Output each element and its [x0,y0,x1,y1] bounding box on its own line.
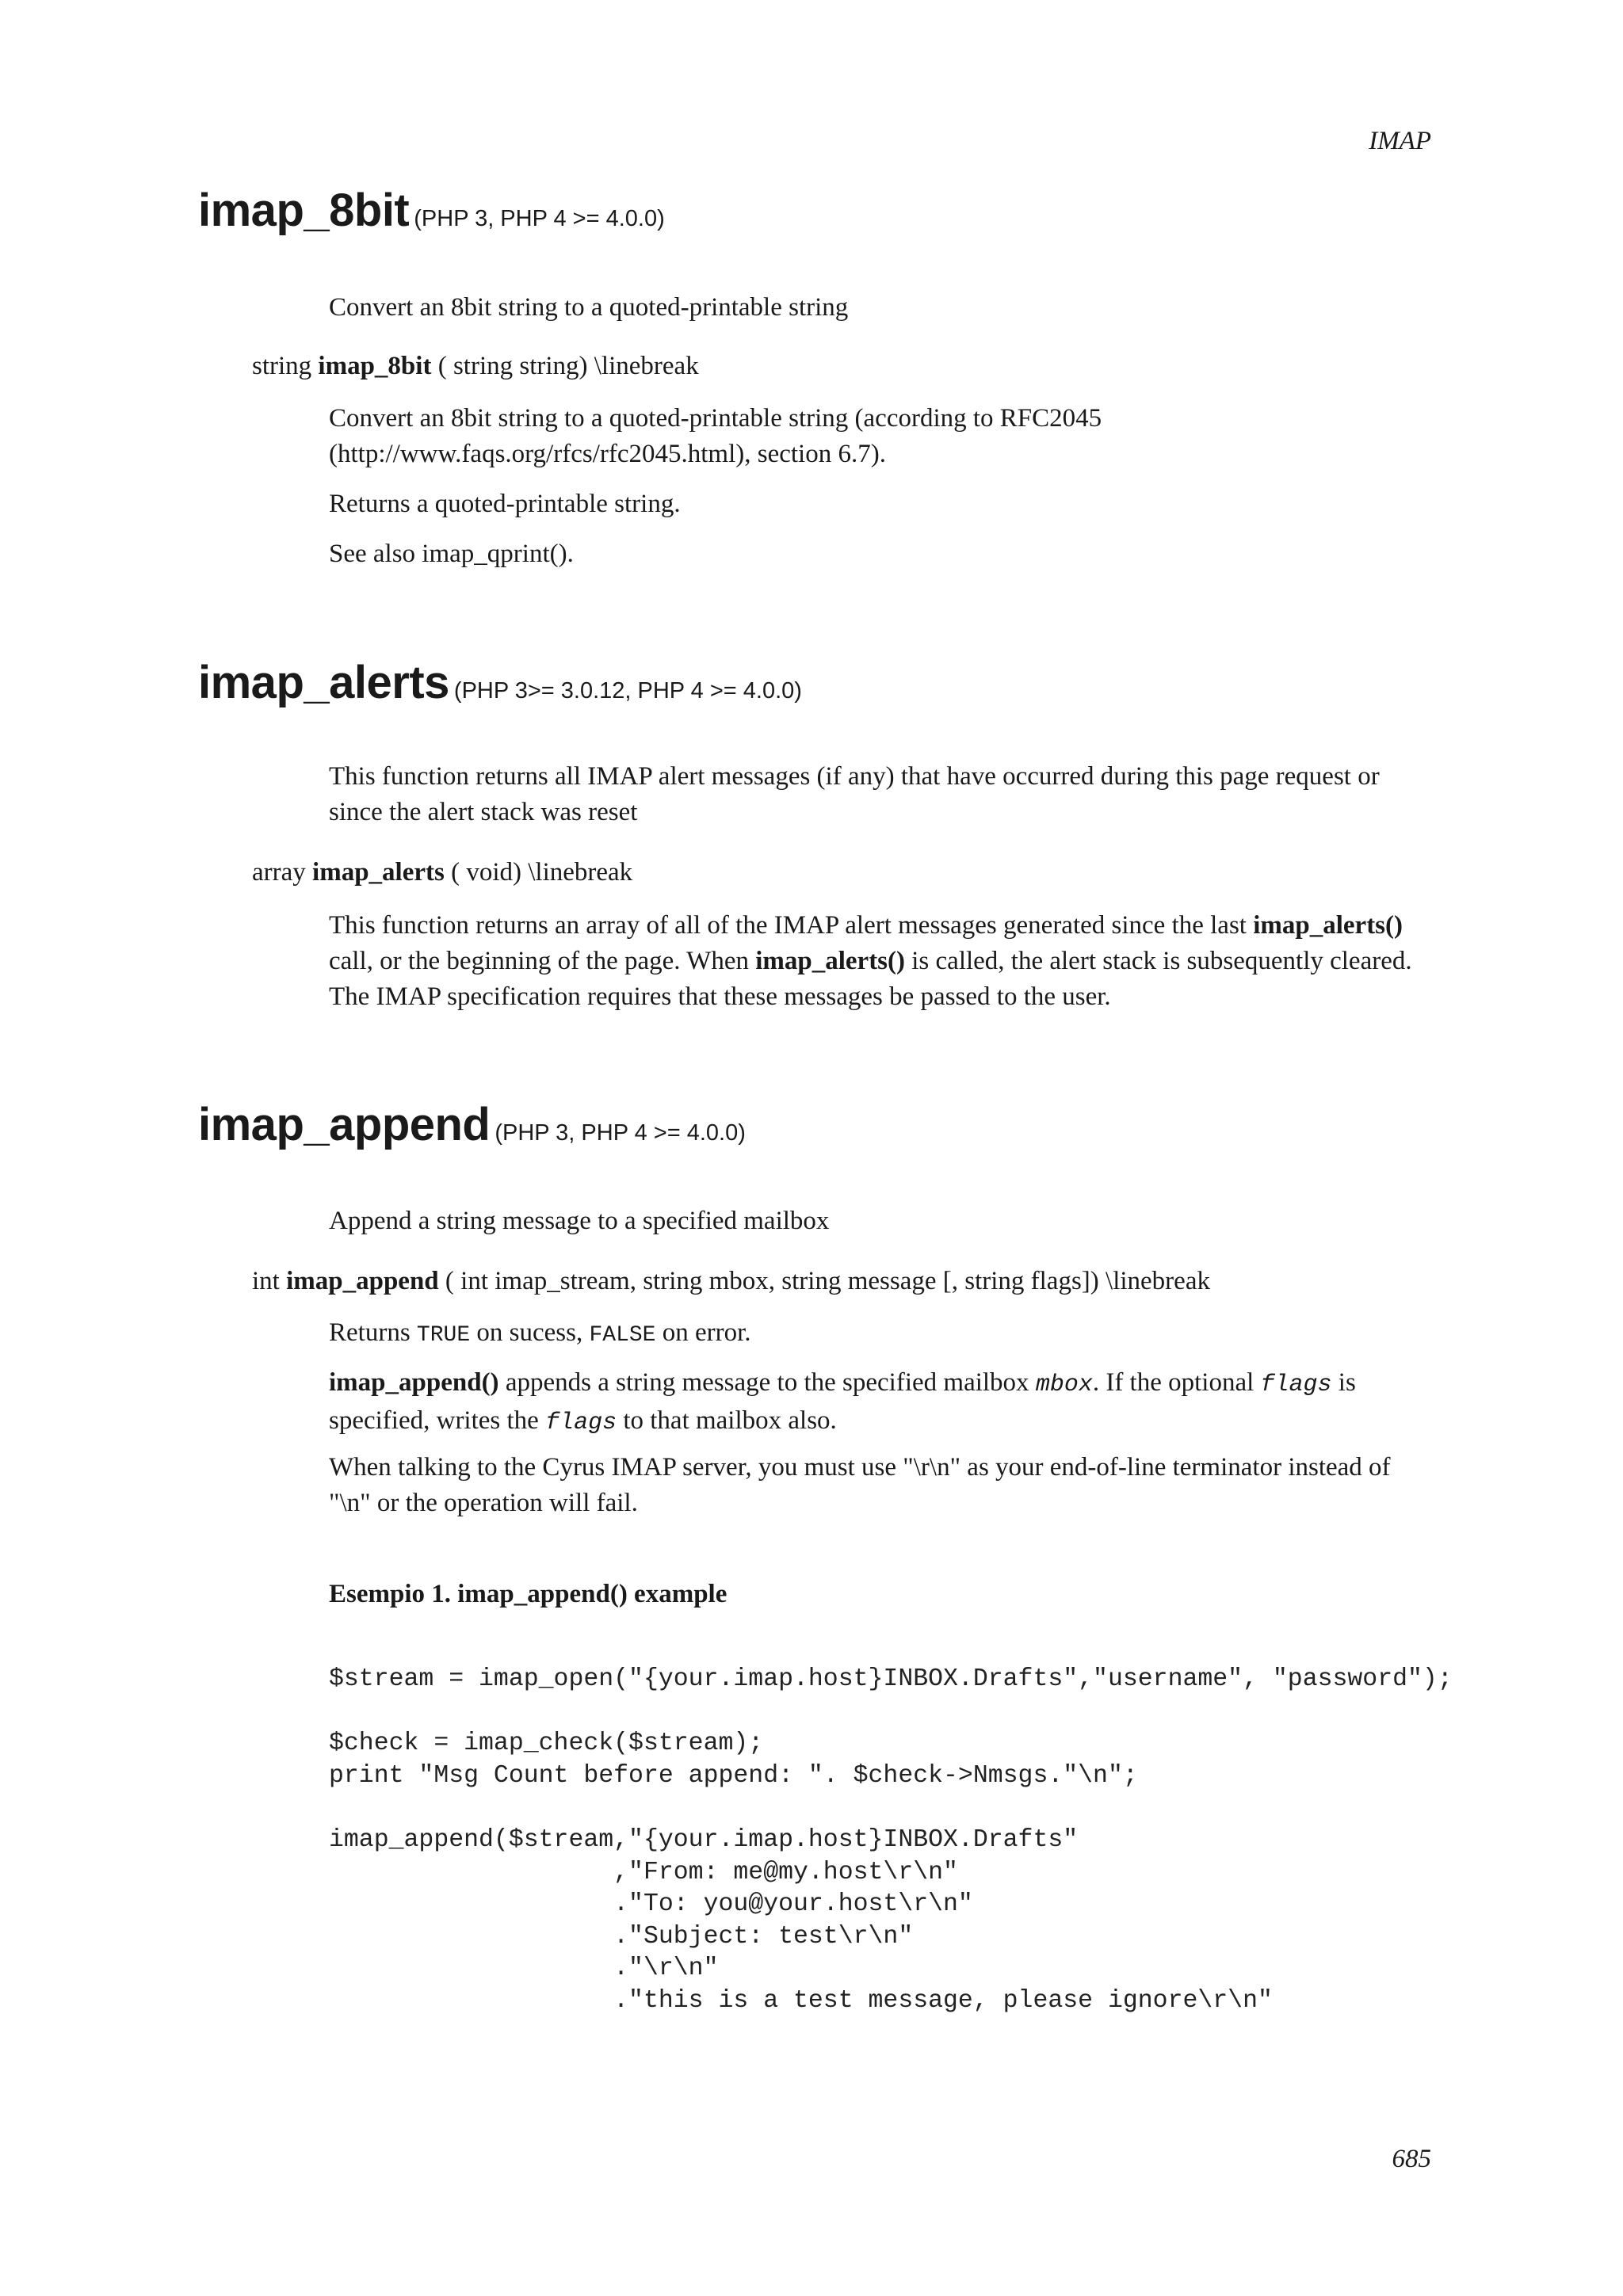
text: . If the optional [1092,1368,1254,1397]
version-info: (PHP 3, PHP 4 >= 4.0.0) [414,206,665,231]
arguments: ( int imap_stream, string mbox, string message [, string flags]) \linebreak [445,1267,1210,1295]
code-example: $stream = imap_open("{your.imap.host}INBOX.Drafts","username", "password"); $check = imap_check($stream); print "Msg Count before append: ". $check->Nmsgs."\n"; imap_append($stream,"{your.imap.host}INBOX.Drafts" ,"From: me@my.host\r\n" ."To: you@your.host\r\n" ."Subject: test\r\n" ."\r\n" ."this is a test message, please ignore\r\n" [329,1665,1453,2015]
function-name: imap_8bit [198,185,410,236]
cyrus-note: When talking to the Cyrus IMAP server, you must use "\r\n" as your end-of-line terminator instead of "\n" or the operation will fail. [329,1453,1391,1517]
text: is specified, writes the [329,1368,1356,1435]
text: to that mailbox also. [623,1406,837,1435]
parameter: flags [545,1409,617,1436]
function-name: imap_alerts [312,858,445,887]
constant-false: FALSE [589,1323,656,1348]
constant-true: TRUE [416,1323,471,1348]
text: on error. [662,1318,751,1347]
function-ref: imap_alerts() [1253,911,1403,940]
function-title-imap-append [198,1098,746,1151]
description: Convert an 8bit string to a quoted-printable string (according to RFC2045 (http://www.faqs.org/rfcs/rfc2045.html), section 6.7). [329,404,1102,468]
description [329,908,1438,1015]
summary: Convert an 8bit string to a quoted-printable string [329,293,849,322]
return-type: array [252,858,306,887]
returns: Returns a quoted-printable string. [329,490,681,518]
return-type: string [252,352,312,380]
parameter: flags [1260,1371,1332,1398]
function-name: imap_8bit [318,352,432,380]
running-header: IMAP [1369,127,1431,155]
text: appends a string message to the specified mailbox [505,1368,1029,1397]
function-ref: imap_alerts() [755,947,906,975]
summary: Append a string message to a specified mailbox [329,1207,830,1235]
description [329,1365,1438,1441]
synopsis [252,352,699,381]
function-name: imap_alerts [198,657,449,708]
returns [329,1315,1438,1353]
text: Returns [329,1318,411,1347]
function-title-imap-alerts [198,656,802,709]
synopsis [252,1267,1210,1296]
arguments: ( void) \linebreak [451,858,633,887]
synopsis [252,858,632,887]
function-name: imap_append [198,1099,491,1150]
page-number: 685 [1392,2145,1431,2173]
text: call, or the beginning of the page. When [329,947,749,975]
version-info: (PHP 3>= 3.0.12, PHP 4 >= 4.0.0) [453,678,802,704]
text: on sucess, [476,1318,583,1347]
function-name: imap_append [286,1267,439,1295]
summary: This function returns all IMAP alert messages (if any) that have occurred during this page request or since the alert stack was reset [329,762,1380,826]
parameter: mbox [1035,1371,1093,1398]
arguments: ( string string) \linebreak [437,352,699,380]
text: This function returns an array of all of the IMAP alert messages generated since the last [329,911,1247,940]
example-title: Esempio 1. imap_append() example [329,1580,727,1608]
function-title-imap-8bit [198,184,665,237]
text: is called, the alert stack is subsequently cleared. The IMAP specification requires that these messages be passed to the user. [329,947,1412,1011]
see-also: See also imap_qprint(). [329,540,574,568]
function-ref: imap_append() [329,1368,499,1397]
return-type: int [252,1267,280,1295]
version-info: (PHP 3, PHP 4 >= 4.0.0) [495,1120,746,1146]
